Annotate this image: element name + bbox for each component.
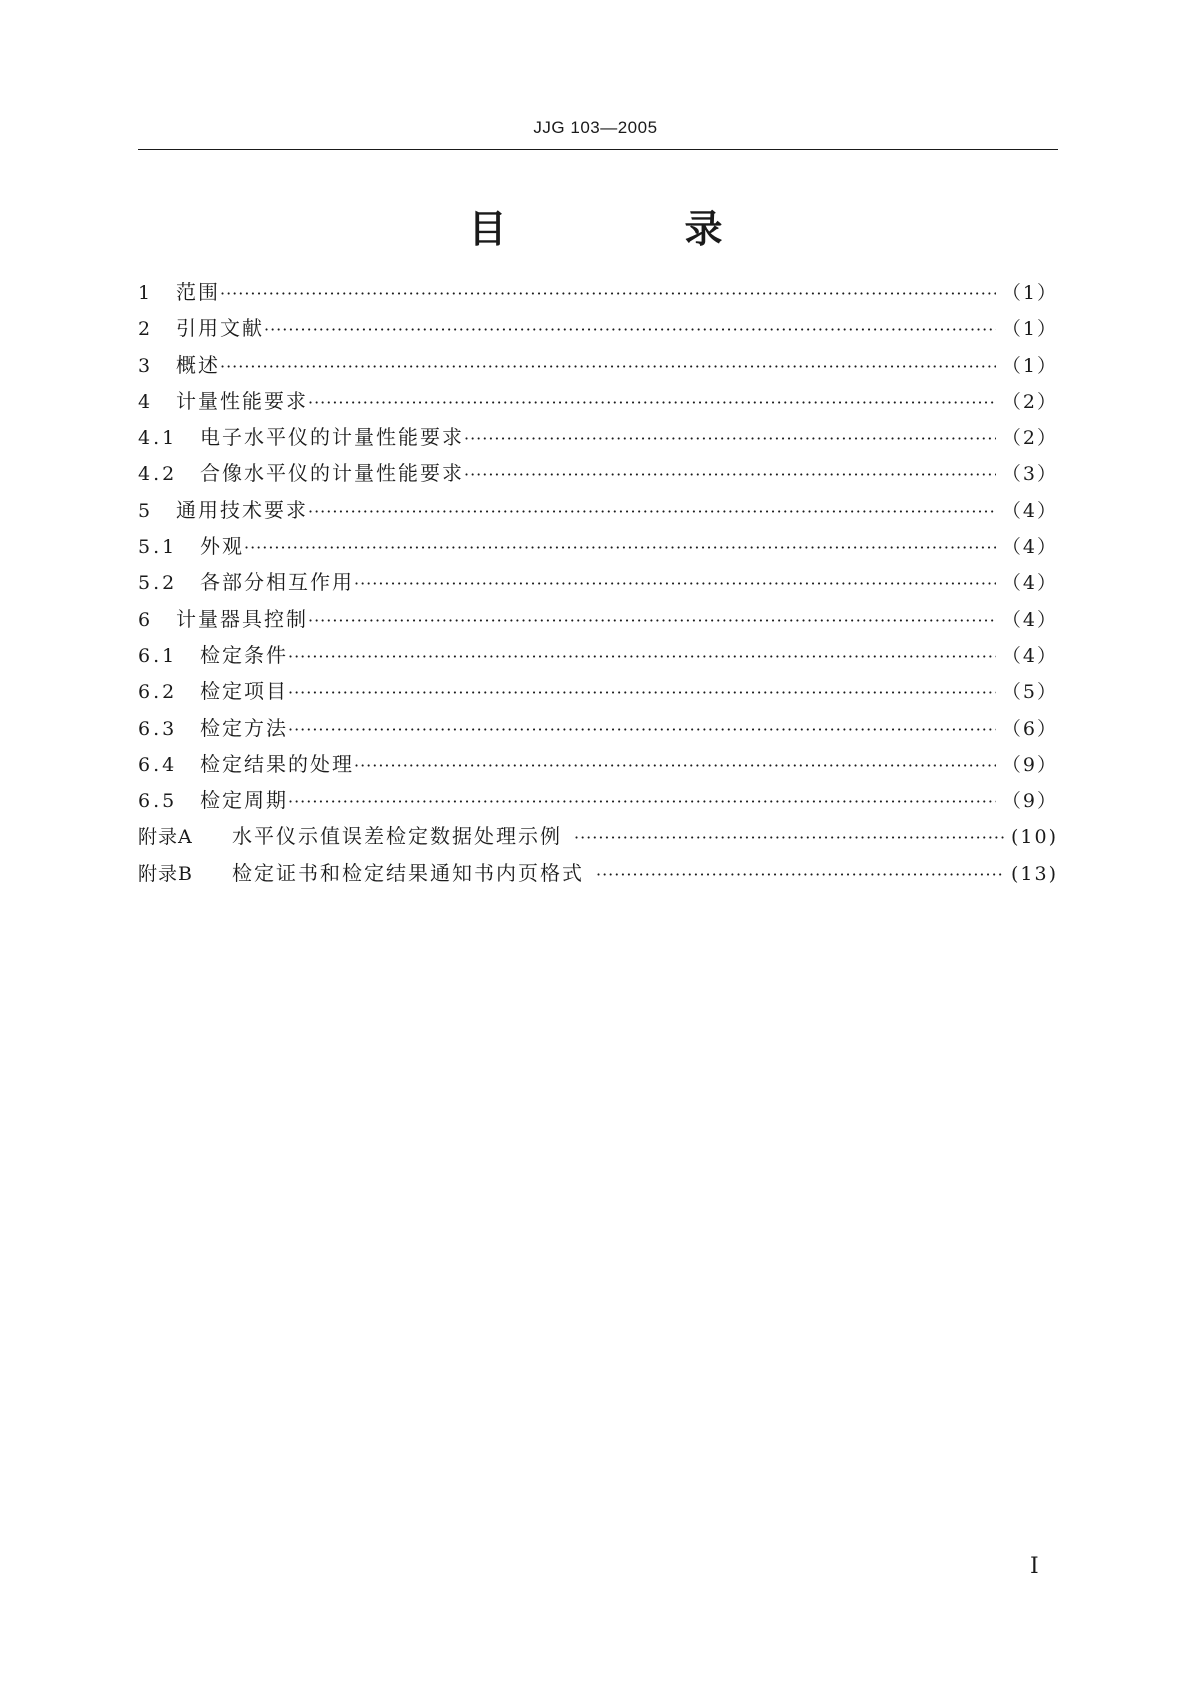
toc-entry[interactable]: [138, 603, 1058, 639]
toc-entry-page: （4）: [1001, 536, 1058, 559]
toc-entry-title: 通用技术要求: [176, 497, 308, 522]
header-divider: [138, 149, 1058, 150]
toc-entry[interactable]: [138, 784, 1058, 820]
toc-entry-title: 水平仪示值误差检定数据处理示例: [232, 824, 562, 849]
toc-entry-number: 6.4: [138, 753, 178, 776]
toc-entry-number: 2: [138, 318, 154, 341]
toc-entry-number: 附录A: [138, 826, 193, 849]
standard-code-header: JJG 103—2005: [533, 118, 658, 137]
toc-entry-page: （1）: [1001, 282, 1058, 304]
toc-entry[interactable]: [138, 421, 1058, 457]
toc-leader-dots: [354, 574, 996, 593]
toc-entry[interactable]: [138, 312, 1058, 348]
toc-entry-page: (13): [1010, 862, 1058, 885]
toc-entry-page: （5）: [1001, 681, 1058, 704]
toc-entry-title: 检定结果的处理: [200, 751, 354, 776]
toc-entry[interactable]: [138, 457, 1058, 493]
toc-entry-title: 检定方法: [200, 715, 288, 740]
toc-entry[interactable]: [138, 276, 1058, 312]
toc-leader-dots: [220, 284, 996, 303]
toc-entry-title: 计量性能要求: [176, 388, 308, 413]
toc-entry-number: 5: [138, 499, 154, 522]
toc-entry-title: 外观: [200, 534, 244, 559]
toc-entry[interactable]: [138, 857, 1058, 893]
toc-entry-page: （4）: [1001, 644, 1058, 667]
toc-entry-number: 6.3: [138, 717, 178, 740]
toc-entry-number: 6: [138, 608, 154, 631]
toc-entry-page: （4）: [1001, 608, 1058, 631]
toc-entry-page: （2）: [1001, 390, 1058, 413]
toc-entry-title: 检定周期: [200, 788, 288, 813]
toc-leader-dots: [308, 611, 996, 630]
toc-leader-dots: [288, 720, 996, 739]
toc-entry-title: 各部分相互作用: [200, 570, 354, 595]
toc-entry-page: （2）: [1001, 427, 1058, 450]
toc-entry[interactable]: [138, 675, 1058, 711]
toc-leader-dots: [574, 828, 1005, 847]
toc-entry-page: （9）: [1001, 753, 1058, 776]
toc-entry-number: 4: [138, 390, 154, 413]
toc-entry-title: 检定条件: [200, 642, 288, 667]
toc-entry[interactable]: [138, 494, 1058, 530]
toc-leader-dots: [288, 647, 996, 666]
toc-entry-title: 电子水平仪的计量性能要求: [200, 425, 464, 450]
toc-entry[interactable]: [138, 639, 1058, 675]
toc-entry-number: 5.1: [138, 536, 178, 559]
toc-entry-number: 附录B: [138, 862, 193, 885]
toc-entry-page: （3）: [1001, 463, 1058, 486]
toc-entry-page: （9）: [1001, 790, 1058, 813]
toc-entry-number: 4.1: [138, 427, 178, 450]
toc-entry-page: （6）: [1001, 717, 1058, 740]
toc-leader-dots: [220, 357, 996, 376]
toc-entry-title: 引用文献: [176, 316, 264, 341]
toc-entry-number: 6.1: [138, 644, 178, 667]
toc-leader-dots: [308, 393, 996, 412]
toc-entry-title: 检定项目: [200, 679, 288, 704]
toc-entry-page: （4）: [1001, 499, 1058, 522]
toc-leader-dots: [464, 465, 996, 484]
toc-leader-dots: [354, 756, 996, 775]
toc-entry[interactable]: [138, 820, 1058, 856]
toc-entry-title: 概述: [176, 352, 220, 377]
toc-entry-page: (10): [1010, 826, 1058, 849]
page-number: I: [1030, 1554, 1039, 1579]
toc-leader-dots: [288, 792, 996, 811]
toc-entry-page: （1）: [1001, 318, 1058, 341]
toc-entry-number: 6.5: [138, 790, 178, 813]
toc-leader-dots: [596, 865, 1005, 884]
toc-leader-dots: [464, 429, 996, 448]
toc-entry-title: 计量器具控制: [176, 606, 308, 631]
toc-entry-number: 4.2: [138, 463, 178, 486]
toc-entry-number: 6.2: [138, 681, 178, 704]
toc-entry-number: 5.2: [138, 572, 178, 595]
toc-entry[interactable]: [138, 748, 1058, 784]
toc-entry[interactable]: [138, 349, 1058, 385]
toc-leader-dots: [244, 538, 996, 557]
toc-leader-dots: [264, 320, 996, 339]
toc-entry-page: （4）: [1001, 572, 1058, 595]
toc-entry[interactable]: [138, 385, 1058, 421]
toc-entry-title: 范围: [176, 280, 220, 304]
toc-entry[interactable]: [138, 530, 1058, 566]
toc-entry[interactable]: [138, 566, 1058, 602]
toc-entry-title: 合像水平仪的计量性能要求: [200, 461, 464, 486]
toc-entry-title: 检定证书和检定结果通知书内页格式: [232, 860, 584, 885]
toc-title: 目 录: [468, 207, 793, 251]
toc-entry-page: （1）: [1001, 354, 1058, 377]
toc-entry[interactable]: [138, 712, 1058, 748]
toc-entry-number: 3: [138, 354, 154, 377]
toc-leader-dots: [288, 683, 996, 702]
toc-entry-number: 1: [138, 282, 154, 304]
table-of-contents: [138, 276, 1058, 893]
toc-leader-dots: [308, 502, 996, 521]
